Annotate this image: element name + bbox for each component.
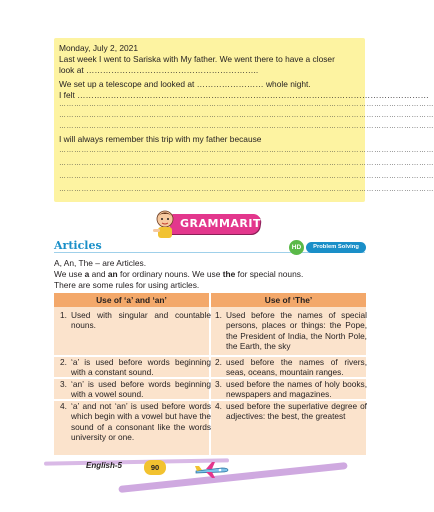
intro-line: There are some rules for using articles. bbox=[54, 280, 200, 290]
hd-badge: HD bbox=[289, 240, 304, 255]
blank-line[interactable]: …………………………………………………………………………………………………………………………………… bbox=[59, 147, 434, 154]
table-header: Use of ‘The’ bbox=[211, 293, 366, 307]
table-header: Use of ‘a’ and ‘an’ bbox=[54, 293, 209, 307]
diary-line: Last week I went to Sariska with My father. We went there to have a closer bbox=[59, 54, 335, 64]
intro-line: We use a and an for ordinary nouns. We use the for special nouns. bbox=[54, 269, 304, 279]
blank-line[interactable]: …………………………………………………………………………………………………………………………………… bbox=[59, 101, 434, 108]
diary-line: look at …………………………………………………….. bbox=[59, 65, 259, 75]
banner-label: GRAMMARITE bbox=[180, 217, 269, 230]
diary-line: We set up a telescope and looked at …………………… whole night. bbox=[59, 79, 311, 89]
section-title: Articles bbox=[54, 239, 102, 252]
diary-box bbox=[54, 38, 434, 202]
book-title: English-5 bbox=[86, 461, 123, 470]
articles-rules-table: Use of ‘a’ and ‘an’ Use of ‘The’ 1. Used with singular and countable nouns. 2. ‘a’ is used before words beginning with a constant sound. 3. ‘an’ is used before words beginning with a vowel sound. 4. ‘a’ and not ‘an’ is used before words which begin with a vowel but have the sound of a consonant like the words university or one. 1. Used before the names of special persons, places or things: the Pope, the President of India, the North Pole, the Earth, the sky 2. used before the names of rivers, seas, oceans, mountain ranges. 3. used before the names of holy books, newspapers and magazines. 4. used before the superlative degree of adjectives: the best, the greatest bbox=[54, 293, 366, 455]
airplane-icon bbox=[194, 460, 230, 480]
blank-line[interactable]: …………………………………………………………………………………………………………………………………… bbox=[59, 173, 434, 180]
grammarite-banner bbox=[148, 208, 269, 240]
child-mascot-icon bbox=[150, 208, 180, 240]
blank-line[interactable]: …………………………………………………………………………………………………………………………………… bbox=[59, 186, 434, 193]
diary-line: I will always remember this trip with my father because bbox=[59, 134, 262, 144]
blank-line[interactable]: …………………………………………………………………………………………………………………………………… bbox=[59, 123, 434, 130]
diary-date: Monday, July 2, 2021 bbox=[59, 43, 138, 53]
blank-line[interactable]: …………………………………………………………………………………………………………………………………… bbox=[59, 160, 434, 167]
page-number: 90 bbox=[144, 460, 166, 475]
diary-line: I felt ……………………………………………………………………………………………………………… bbox=[59, 90, 429, 100]
skill-badge: Problem Solving bbox=[306, 242, 366, 253]
blank-line[interactable]: …………………………………………………………………………………………………………………………………… bbox=[59, 112, 434, 119]
intro-line: A, An, The – are Articles. bbox=[54, 258, 147, 268]
